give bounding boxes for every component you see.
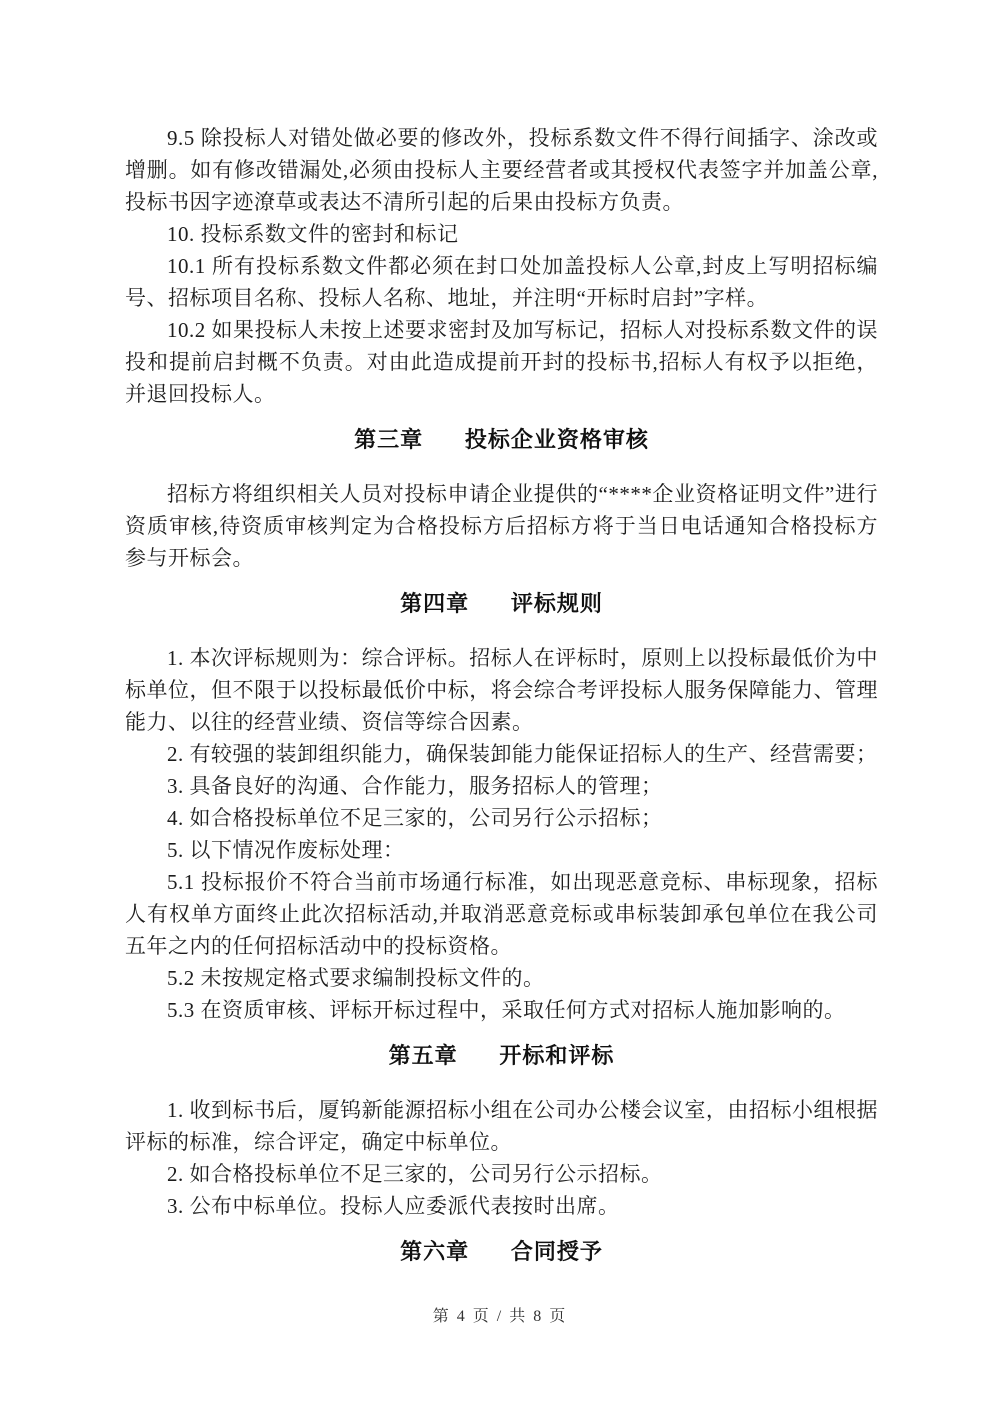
chapter-5-item-3: 3. 公布中标单位。投标人应委派代表按时出席。 (167, 1194, 620, 1218)
chapter-5-title: 开标和评标 (499, 1043, 615, 1068)
document-content (125, 122, 878, 1290)
chapter-4-item-3: 3. 具备良好的沟通、合作能力，服务招标人的管理； (167, 774, 663, 798)
page-footer (0, 1305, 1000, 1329)
chapter-4-item-5-2: 5.2 未按规定格式要求编制投标文件的。 (167, 966, 545, 990)
paragraph-10-2: 10.2 如果投标人未按上述要求密封及加写标记，招标人对投标系数文件的误投和提前启封概不负责。对由此造成提前开封的投标书,招标人有权予以拒绝，并退回投标人。 (125, 318, 878, 406)
paragraph-10: 10. 投标系数文件的密封和标记 (167, 222, 459, 246)
chapter-5-heading (125, 1038, 878, 1074)
chapter-6-title: 合同授予 (510, 1239, 603, 1264)
chapter-4-item-5-3: 5.3 在资质审核、评标开标过程中，采取任何方式对招标人施加影响的。 (167, 998, 846, 1022)
page-number: 第 4 页 / 共 8 页 (432, 1308, 568, 1325)
chapter-3-heading (125, 422, 878, 458)
chapter-5-number: 第五章 (388, 1043, 458, 1068)
chapter-5-item-2: 2. 如合格投标单位不足三家的，公司另行公示招标。 (167, 1162, 663, 1186)
chapter-4-item-4: 4. 如合格投标单位不足三家的，公司另行公示招标； (167, 806, 663, 830)
paragraph-10-1: 10.1 所有投标系数文件都必须在封口处加盖投标人公章,封皮上写明招标编号、招标项目名称、投标人名称、地址，并注明“开标时启封”字样。 (125, 254, 878, 310)
chapter-4-item-5-1: 5.1 投标报价不符合当前市场通行标准，如出现恶意竞标、串标现象，招标人有权单方面终止此次招标活动,并取消恶意竞标或串标装卸承包单位在我公司五年之内的任何招标活动中的投标资格。 (125, 870, 878, 958)
chapter-4-item-2: 2. 有较强的装卸组织能力，确保装卸能力能保证招标人的生产、经营需要； (167, 742, 878, 766)
chapter-4-title: 评标规则 (510, 591, 603, 616)
chapter-6-number: 第六章 (400, 1239, 470, 1264)
chapter-3-title: 投标企业资格审核 (464, 427, 649, 452)
chapter-3-number: 第三章 (354, 427, 424, 452)
chapter-4-heading (125, 586, 878, 622)
chapter-5-item-1: 1. 收到标书后，厦钨新能源招标小组在公司办公楼会议室，由招标小组根据评标的标准，综合评定，确定中标单位。 (125, 1098, 878, 1154)
chapter-4-item-1: 1. 本次评标规则为：综合评标。招标人在评标时，原则上以投标最低价为中标单位，但不限于以投标最低价中标，将会综合考评投标人服务保障能力、管理能力、以往的经营业绩、资信等综合因素。 (125, 646, 878, 734)
paragraph-9-5: 9.5 除投标人对错处做必要的修改外，投标系数文件不得行间插字、涂改或增删。如有修改错漏处,必须由投标人主要经营者或其授权代表签字并加盖公章,投标书因字迹潦草或表达不清所引起的后果由投标方负责。 (125, 126, 878, 214)
chapter-4-number: 第四章 (400, 591, 470, 616)
chapter-4-item-5: 5. 以下情况作废标处理： (167, 838, 405, 862)
chapter-3-paragraph: 招标方将组织相关人员对投标申请企业提供的“****企业资格证明文件”进行资质审核,待资质审核判定为合格投标方后招标方将于当日电话通知合格投标方参与开标会。 (125, 482, 878, 570)
chapter-6-heading (125, 1234, 878, 1270)
